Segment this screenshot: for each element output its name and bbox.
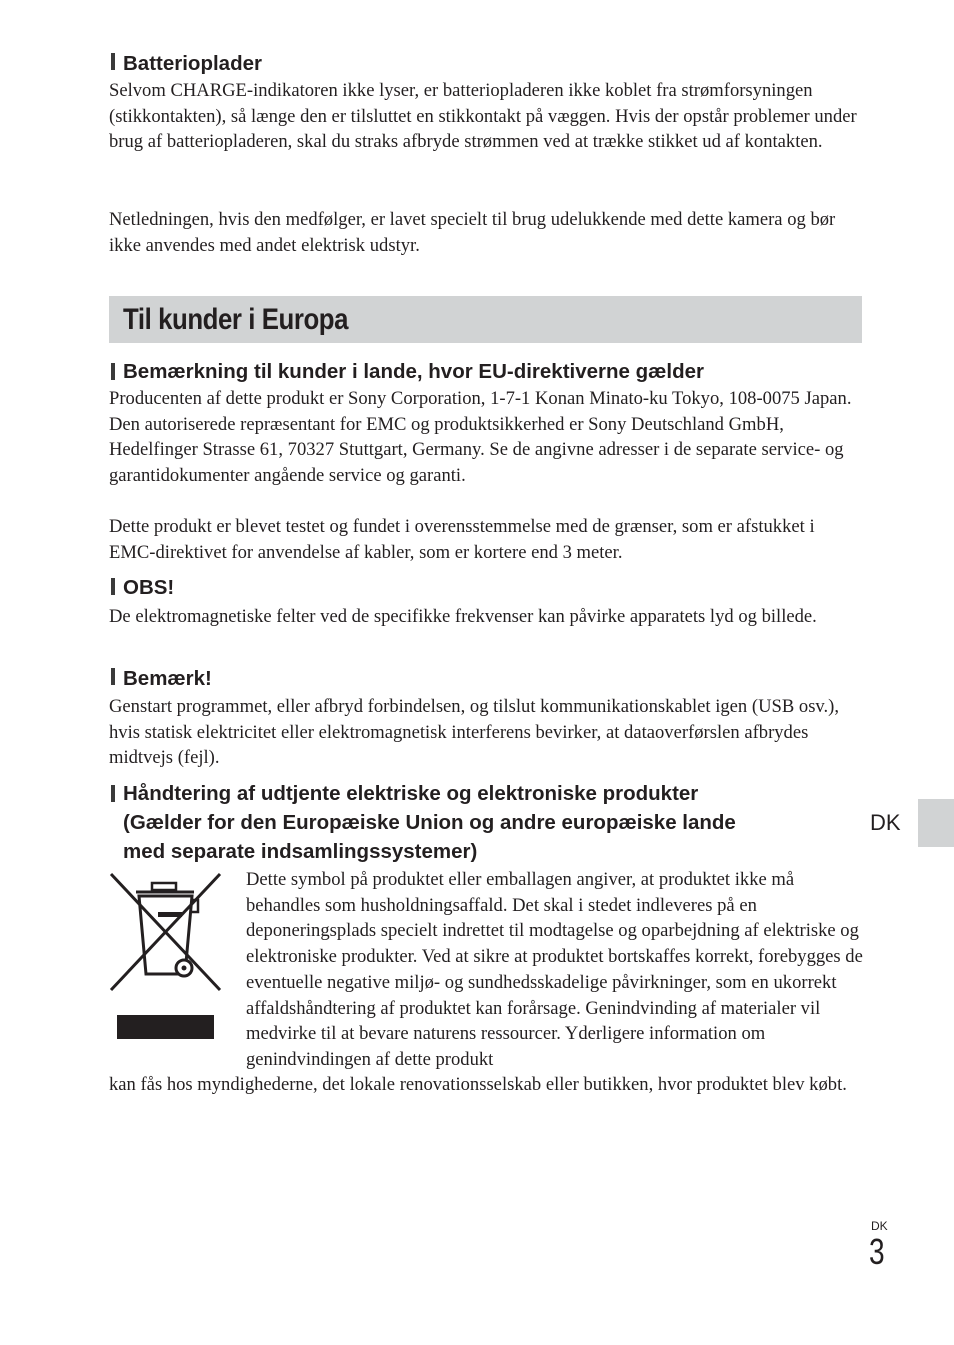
section-banner — [109, 296, 862, 343]
page-language-code: DK — [871, 1219, 888, 1233]
eu-notice-paragraph-1: Producenten af dette produkt er Sony Corporation, 1-7-1 Konan Minato-ku Tokyo, 108-0075 Japan. Den autoriserede repræsentant for EMC og produktsikkerhed er Sony Deutschland GmbH, Hedelfinger Strasse 61, 70327 Stuttgart, Germany. Se de angivne adresser i de separate service- og garantidokumenter angående service og garanti. — [109, 388, 852, 487]
section-heading-disposal-line2: (Gælder for den Europæiske Union og andre europæiske lande — [123, 811, 736, 834]
disposal-paragraph: Dette symbol på produktet eller emballagen angiver, at produktet ikke må behandles som husholdningsaffald. Det skal i stedet indleveres på en deponeringsplads specielt indrettet til modtagelse og oparbejdning af elektriske og elektroniske produkter. Ved at sikre at produktet bortskaffes korrekt, forebygges de eventuelle negative miljø- og sundhedsskadelige påvirkninger, som en ukorrekt affaldshåndtering af produktet kan forårsage. Genindvinding af materialer vil medvirke til at bevare naturens ressourcer. Yderligere information om genindvindingen af dette produkt — [246, 869, 863, 1070]
crossed-out-wheelie-bin-icon — [108, 872, 223, 1042]
obs-paragraph: De elektromagnetiske felter ved de specifikke frekvenser kan påvirke apparatets lyd og billede. — [109, 606, 817, 627]
disposal-paragraph-tail: kan fås hos myndighederne, det lokale renovationsselskab eller butikken, hvor produktet blev købt. — [109, 1074, 847, 1095]
heading-marker — [111, 785, 115, 802]
heading-marker — [111, 578, 115, 595]
section-heading-disposal-line1: Håndtering af udtjente elektriske og elektroniske produkter — [123, 782, 699, 805]
language-tab-label: DK — [870, 810, 901, 835]
section-heading-note: Bemærk! — [123, 667, 212, 690]
heading-marker — [111, 53, 115, 70]
banner-title: Til kunder i Europa — [123, 303, 349, 336]
heading-marker — [111, 363, 115, 380]
eu-notice-paragraph-2: Dette produkt er blevet testet og fundet i overensstemmelse med de grænser, som er afstukket i EMC-direktivet for anvendelse af kabler, som er kortere end 3 meter. — [109, 516, 815, 563]
page-number: 3 — [869, 1231, 885, 1272]
language-side-tab — [918, 799, 954, 847]
section-heading-disposal-line3: med separate indsamlingssystemer) — [123, 840, 478, 863]
heading-marker — [111, 668, 115, 685]
section-heading-eu-notice: Bemærkning til kunder i lande, hvor EU-direktiverne gælder — [123, 360, 704, 383]
note-paragraph: Genstart programmet, eller afbryd forbindelsen, og tilslut kommunikationskablet igen (USB osv.), hvis statisk elektricitet eller elektromagnetisk interferens bevirker, at dataoverførslen afbrydes midtvejs (fejl). — [109, 696, 840, 769]
battery-paragraph-2: Netledningen, hvis den medfølger, er lavet specielt til brug udelukkende med dette kamera og bør ikke anvendes med andet elektrisk udstyr. — [109, 209, 836, 256]
section-heading-batterioplader: Batterioplader — [123, 52, 262, 75]
battery-paragraph-1: Selvom CHARGE-indikatoren ikke lyser, er batteriopladeren ikke koblet fra strømforsyningen (stikkontakten), så længe den er tilsluttet en stikkontakt på væggen. Hvis der opstår problemer under brug af batteriopladeren, skal du straks afbryde strømmen ved at trække stikket ud af kontakten. — [109, 80, 857, 153]
section-heading-obs: OBS! — [123, 576, 175, 599]
